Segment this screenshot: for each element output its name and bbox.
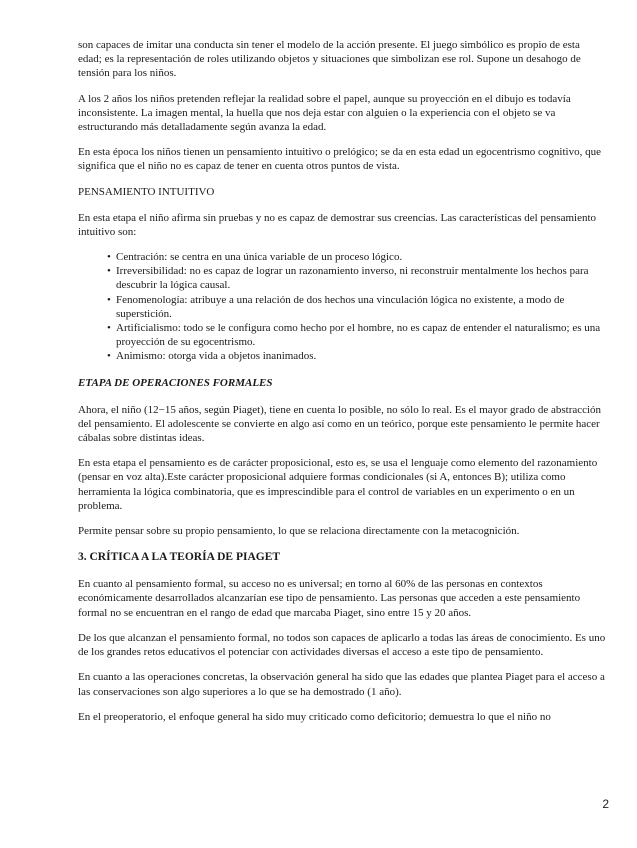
paragraph-metacognicion: Permite pensar sobre su propio pensamiento, lo que se relaciona directamente con la metacognición. — [78, 525, 520, 538]
heading-operaciones-formales: ETAPA DE OPERACIONES FORMALES — [78, 376, 273, 389]
list-item: • Centración: se centra en una única variable de un proceso lógico. — [107, 251, 403, 264]
paragraph-pensamiento-formal: En cuanto al pensamiento formal, su acceso no es universal; en torno al 60% de las personas en contextos económicamente desarrollados alcanzarían ese tipo de pensamiento. Las personas que acceden a este pensamiento formal no se encuentran en el rango de edad que marcaba Piaget, sino entre 15 y 20 años. — [78, 578, 581, 619]
document-page — [78, 38, 606, 735]
list-item: • Animismo: otorga vida a objetos inanimados. — [107, 350, 317, 363]
bullet-icon: • — [107, 251, 111, 264]
characteristics-list — [78, 250, 606, 364]
paragraph-pensamiento-prelogico: En esta época los niños tienen un pensamiento intuitivo o prelógico; se da en esta edad un egocentrismo cognitivo, que significa que el niño no es capaz de tener en cuenta otros puntos de vista. — [78, 146, 601, 173]
paragraph-preoperatorio: En el preoperatorio, el enfoque general ha sido muy criticado como deficitorio; demuestra lo que el niño no — [78, 710, 551, 723]
paragraph-areas-conocimiento: De los que alcanzan el pensamiento formal, no todos son capaces de aplicarlo a todas las áreas de conocimiento. Es uno de los grandes retos educativos el potenciar con actividades diversas el acceso a este tipo de pensamiento. — [78, 631, 606, 659]
list-item: • Artificialismo: todo se le configura como hecho por el hombre, no es capaz de entender el naturalismo; es una proyección de su egocentrismo. — [107, 322, 601, 349]
paragraph-proposicional: En esta etapa el pensamiento es de carácter proposicional, esto es, se usa el lenguaje como elemento del razonamiento (pensar en voz alta).Este carácter proposicional adquiere formas condicionales (si A, entonces B); utiliza como herramienta la lógica combinatoria, que es imprescindible para el control de variables en un experimento o en un problema. — [78, 457, 598, 512]
list-item: • Fenomenología: atribuye a una relación de dos hechos una vinculación lógica no existente, a modo de superstición. — [107, 293, 565, 320]
paragraph-dibujo: A los 2 años los niños pretenden reflejar la realidad sobre el papel, aunque su proyección en el dibujo es todavía inconsistente. La imagen mental, la huella que nos deja estar con alguien o la experiencia con el objeto se va estructurando más detalladamente según avanza la edad. — [78, 92, 571, 134]
page-number: 2 — [602, 797, 609, 811]
heading-critica-piaget: 3. CRÍTICA A LA TEORÍA DE PIAGET — [78, 551, 281, 564]
bullet-icon: • — [107, 293, 111, 306]
paragraph-operaciones-concretas: En cuanto a las operaciones concretas, la observación general ha sido que las edades que plantea Piaget para el acceso a las conservaciones son algo superiores a lo que se ha demostrado (1 año). — [78, 671, 605, 698]
bullet-icon: • — [107, 265, 111, 278]
heading-pensamiento-intuitivo: PENSAMIENTO INTUITIVO — [78, 185, 215, 198]
paragraph-juego-simbolico: son capaces de imitar una conducta sin tener el modelo de la acción presente. El juego simbólico es propio de esta edad; es la representación de roles utilizando objetos y situaciones que simbolizan ese rol. Supone un desahogo de tensión para los niños. — [78, 39, 581, 80]
list-item: • Irreversibilidad: no es capaz de lograr un razonamiento inverso, ni reconstruir mentalmente los hechos para descubrir la lógica causal. — [107, 265, 589, 292]
paragraph-intuitivo-intro: En esta etapa el niño afirma sin pruebas y no es capaz de demostrar sus creencias. Las características del pensamiento intuitivo son: — [78, 211, 597, 238]
bullet-icon: • — [107, 322, 111, 335]
bullet-icon: • — [107, 350, 111, 363]
paragraph-nino-12-15: Ahora, el niño (12−15 años, según Piaget), tiene en cuenta lo posible, no sólo lo real. Es el mayor grado de abstracción del pensamiento. El adolescente se convierte en algo así como en un teórico, porque este pensamiento le permite hacer cábalas sobre distintas ideas. — [78, 403, 602, 445]
